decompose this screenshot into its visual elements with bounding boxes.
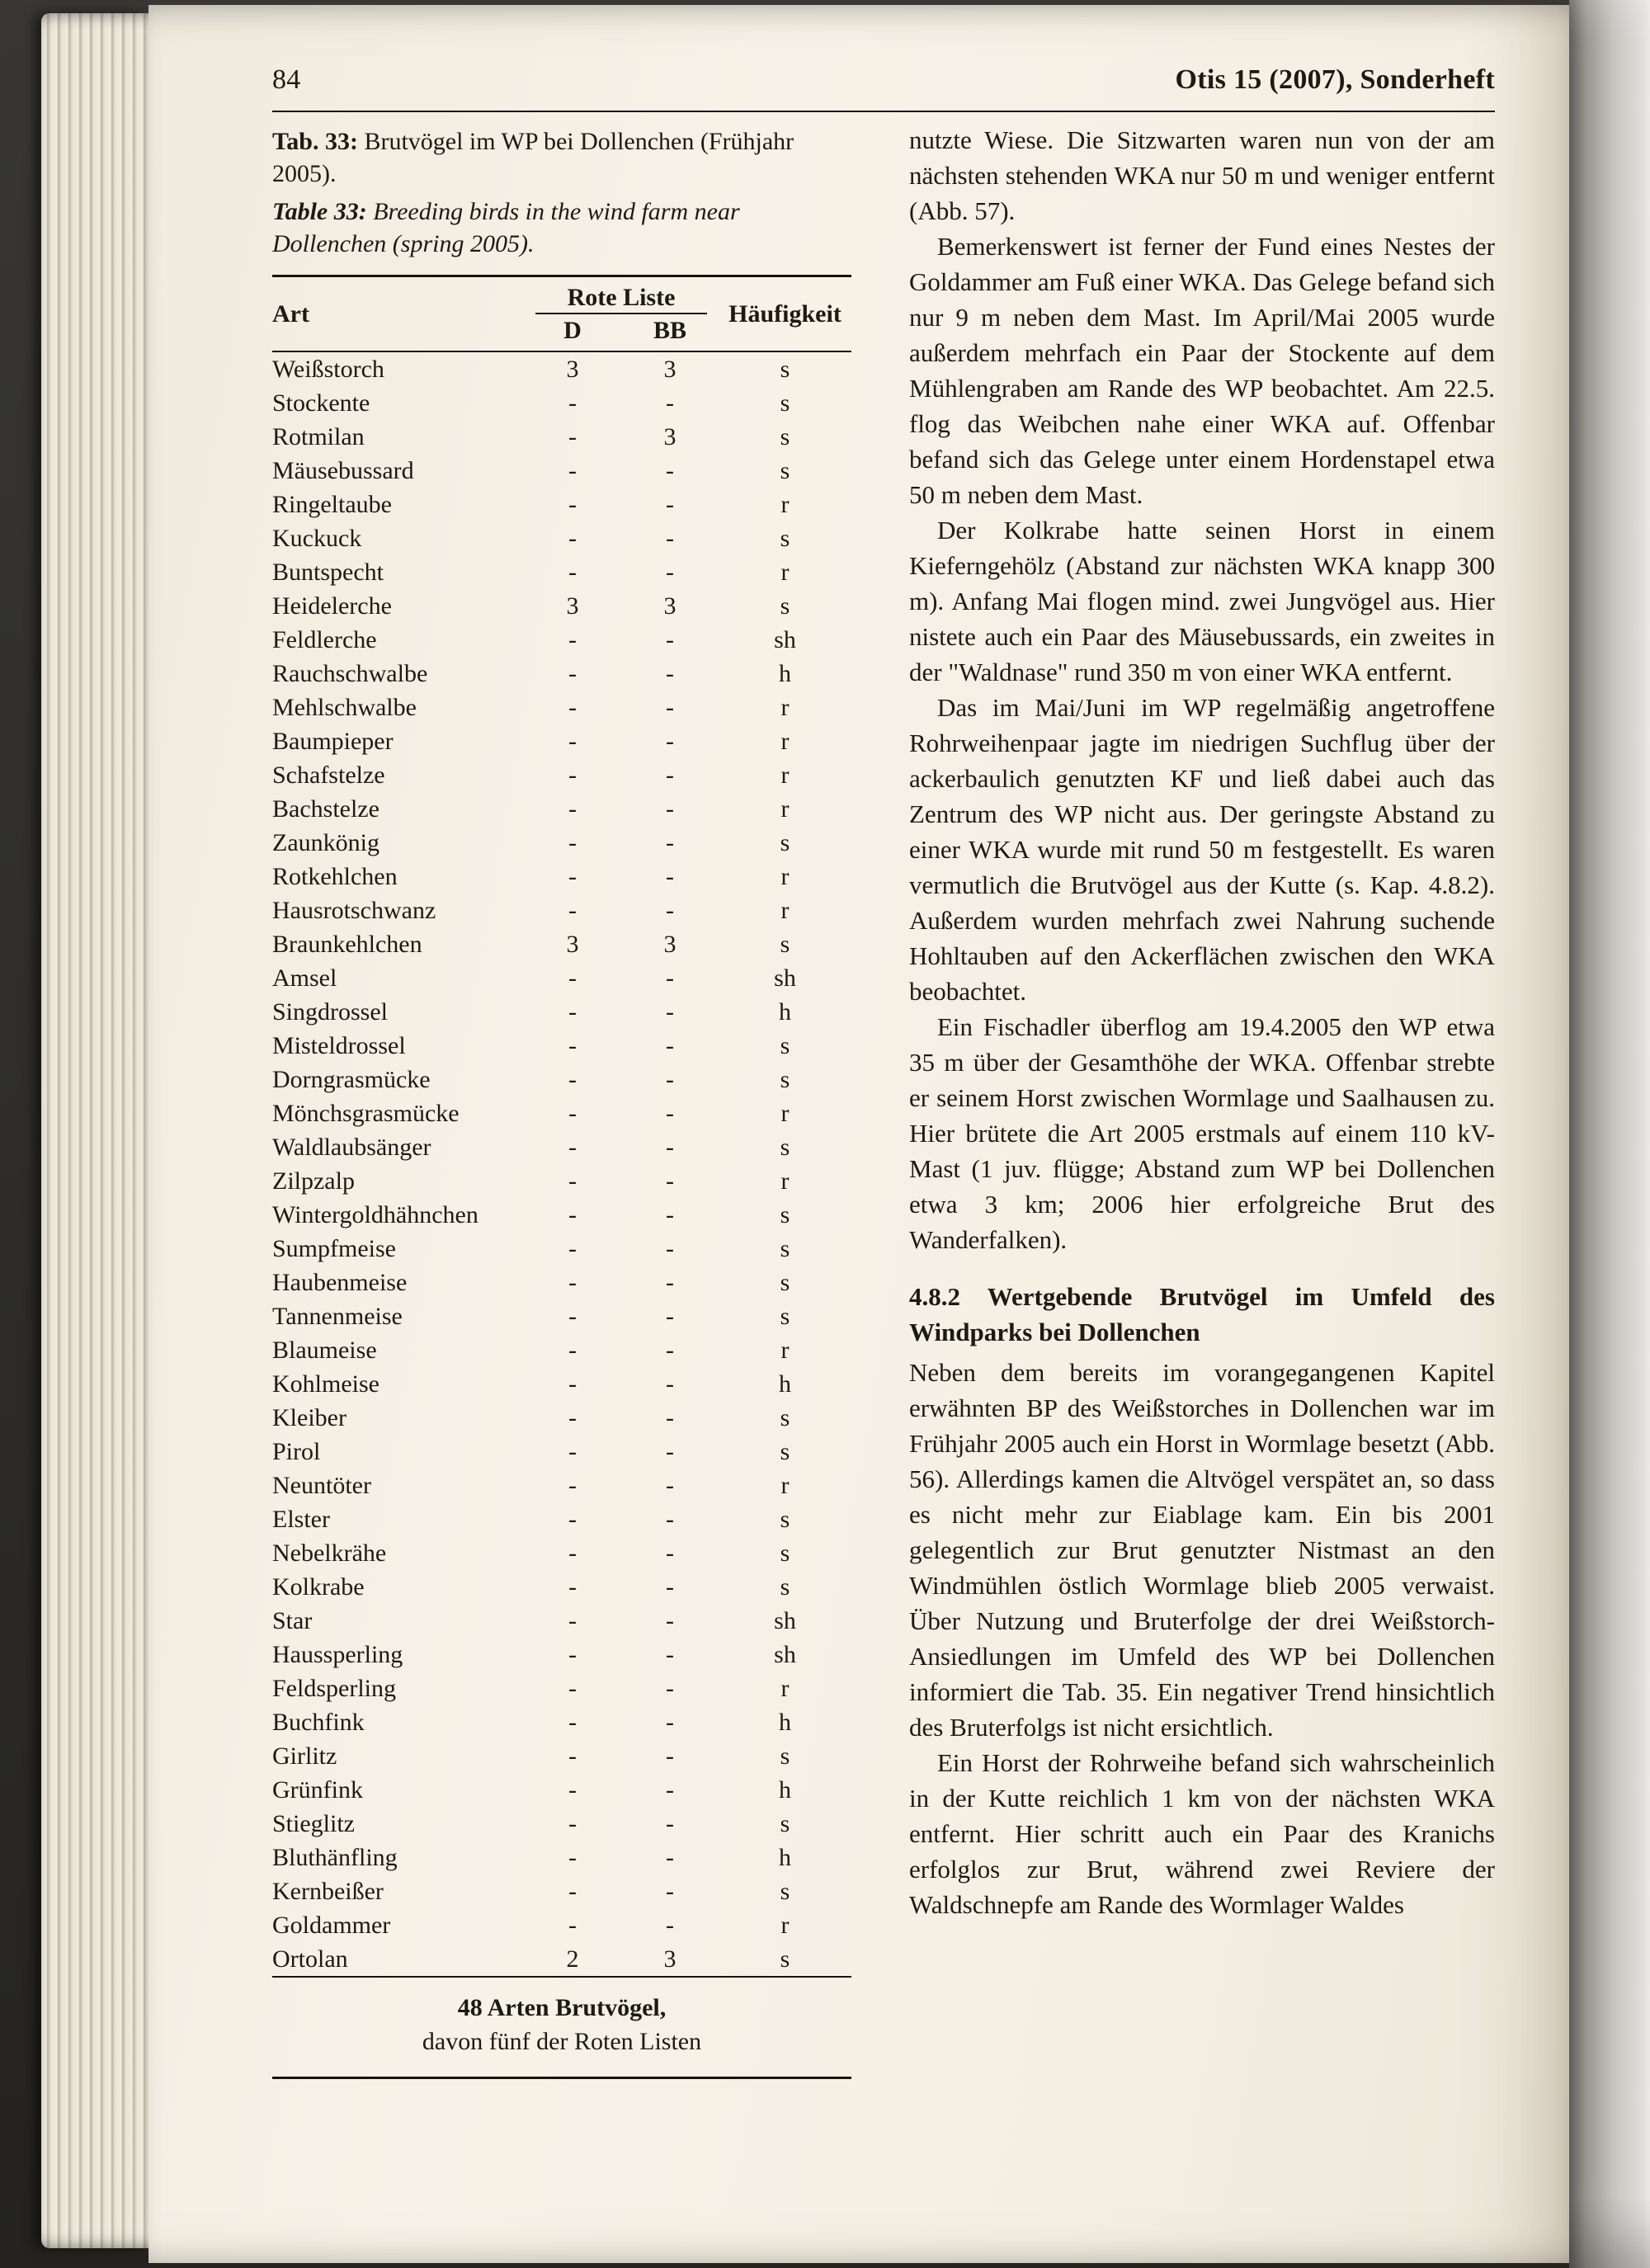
species-row [272,1367,851,1401]
species-cell-bb: - [666,1269,674,1296]
species-cell-art: Rotkehlchen [272,863,398,890]
species-cell-h: r [780,1100,790,1127]
header-rule [272,111,1495,112]
species-cell-bb: - [666,1607,674,1634]
species-cell-h: s [780,423,790,450]
species-row [272,488,851,521]
species-cell-d: - [568,660,577,687]
species-cell-h: h [779,1844,791,1871]
table-caption-german [272,125,851,190]
species-row [272,995,851,1029]
species-cell-d: - [568,457,577,484]
species-cell-art: Ortolan [272,1945,348,1973]
right-column [909,122,1495,2079]
breeding-birds-table [272,275,851,1978]
species-cell-art: Misteldrossel [272,1032,406,1059]
species-cell-art: Haubenmeise [272,1269,408,1296]
species-cell-bb: - [666,863,674,890]
species-cell-bb: 3 [663,931,676,958]
species-cell-d: - [568,1404,577,1431]
species-row [272,623,851,657]
species-cell-art: Nebelkrähe [272,1540,387,1567]
species-cell-art: Neuntöter [272,1472,371,1499]
species-row [272,1029,851,1063]
body-paragraph: nutzte Wiese. Die Sitzwarten waren nun von der am nächsten stehenden WKA nur 50 m und weniger entfernt (Abb. 57). [909,125,1495,225]
species-row [272,961,851,995]
species-row [272,1739,851,1773]
species-cell-bb: - [666,795,674,823]
species-cell-bb: - [666,1709,674,1736]
species-cell-h: r [780,1167,790,1195]
table-summary [272,1978,851,2079]
species-row [272,1232,851,1266]
body-paragraph: Bemerkenswert ist ferner der Fund eines Nestes der Goldammer am Fuß einer WKA. Das Gelege befand sich nur 9 m neben dem Mast. Im April/Mai 2005 wurde außerdem mehrfach ein Paar der Stockente auf dem Mühlengraben am Rande des WP beobachtet. Am 22.5. flog das Weibchen nahe einer WKA auf. Offenbar befand sich das Gelege unter einem Hordenstapel etwa 50 m neben dem Mast. [909,232,1495,509]
col-header-d: D [563,317,582,344]
species-row [272,1908,851,1942]
species-row [272,1401,851,1435]
species-row [272,1705,851,1739]
species-cell-d: - [568,1810,577,1837]
species-cell-bb: - [666,1370,674,1398]
species-cell-art: Bluthänfling [272,1844,398,1871]
species-row [272,420,851,454]
species-cell-art: Stockente [272,389,370,417]
species-cell-d: - [568,1134,577,1161]
species-cell-art: Waldlaubsänger [272,1134,431,1161]
species-cell-art: Heidelerche [272,592,392,620]
running-header [272,64,1495,96]
species-cell-h: s [780,389,790,417]
species-cell-art: Feldsperling [272,1675,396,1702]
species-row [272,927,851,961]
species-cell-art: Girlitz [272,1742,337,1770]
species-cell-bb: - [666,1810,674,1837]
species-cell-h: sh [774,964,796,992]
body-paragraphs-top [909,122,1495,1257]
species-cell-d: - [568,1303,577,1330]
caption-text-en: Breeding birds in the wind farm near Dollenchen (spring 2005). [272,198,740,257]
species-cell-bb: - [666,1134,674,1161]
species-cell-art: Wintergoldhähnchen [272,1201,478,1228]
species-cell-art: Buntspecht [272,559,384,586]
species-cell-h: s [780,525,790,552]
table-caption-english [272,196,851,260]
species-cell-h: r [780,795,790,823]
col-header-art: Art [272,299,309,328]
species-cell-d: - [568,863,577,890]
species-cell-art: Mönchsgrasmücke [272,1100,460,1127]
species-row [272,792,851,826]
species-row [272,1502,851,1536]
species-cell-h: r [780,1675,790,1702]
species-cell-h: r [780,1472,790,1499]
species-row [272,1063,851,1096]
species-cell-d: 3 [566,356,579,383]
species-cell-art: Kohlmeise [272,1370,380,1398]
species-cell-h: r [780,559,790,586]
species-row [272,894,851,927]
species-cell-art: Sumpfmeise [272,1235,396,1262]
species-row [272,1536,851,1570]
species-cell-bb: 3 [663,1945,676,1973]
species-cell-art: Kolkrabe [272,1573,365,1601]
species-cell-bb: - [666,1912,674,1939]
species-cell-art: Baumpieper [272,728,394,755]
species-cell-d: - [568,897,577,924]
book-page [148,5,1569,2263]
species-cell-h: s [780,1201,790,1228]
species-row [272,1299,851,1333]
species-row [272,1807,851,1841]
species-cell-bb: - [666,1066,674,1093]
species-row [272,1874,851,1908]
species-row [272,386,851,420]
species-cell-h: s [780,829,790,856]
species-row [272,555,851,589]
species-cell-d: - [568,1506,577,1533]
species-row [272,1469,851,1502]
species-cell-bb: - [666,1032,674,1059]
section-heading: 4.8.2 Wertgebende Brutvögel im Umfeld des Windparks bei Dollenchen [909,1282,1495,1346]
species-cell-d: 3 [566,931,579,958]
species-cell-art: Singdrossel [272,998,389,1026]
species-cell-h: r [780,1912,790,1939]
species-cell-art: Schafstelze [272,762,385,789]
journal-title: Otis 15 (2007), Sonderheft [1175,64,1495,95]
species-row [272,521,851,555]
species-row [272,1638,851,1672]
col-header-bb: BB [653,317,687,344]
species-row [272,860,851,894]
col-header-rote-liste: Rote Liste [524,276,719,315]
species-cell-bb: - [666,1675,674,1702]
species-cell-h: s [780,457,790,484]
species-cell-bb: - [666,829,674,856]
species-cell-h: s [780,1269,790,1296]
species-cell-d: - [568,1201,577,1228]
species-row [272,589,851,623]
species-cell-h: s [780,1066,790,1093]
species-cell-bb: - [666,1776,674,1804]
species-cell-h: r [780,762,790,789]
species-cell-h: s [780,1742,790,1770]
species-cell-d: - [568,1370,577,1398]
species-cell-bb: - [666,762,674,789]
species-cell-h: r [780,863,790,890]
species-cell-h: s [780,1134,790,1161]
species-cell-bb: - [666,1506,674,1533]
species-cell-h: sh [774,1607,796,1634]
species-row [272,1942,851,1977]
species-cell-bb: - [666,1303,674,1330]
species-cell-bb: - [666,1641,674,1668]
table-body [272,351,851,1977]
species-row [272,1333,851,1367]
species-cell-art: Weißstorch [272,356,384,383]
species-row [272,1435,851,1469]
species-cell-bb: - [666,964,674,992]
caption-text-de: Brutvögel im WP bei Dollenchen (Frühjahr 2005). [272,128,794,187]
caption-label-de: Tab. 33: [272,128,358,155]
species-cell-bb: - [666,728,674,755]
species-cell-d: - [568,423,577,450]
species-cell-h: s [780,1573,790,1601]
species-cell-h: s [780,1303,790,1330]
species-row [272,1604,851,1638]
species-cell-d: - [568,1100,577,1127]
species-cell-bb: - [666,1438,674,1465]
species-cell-d: - [568,829,577,856]
species-cell-bb: - [666,1742,674,1770]
species-cell-art: Mäusebussard [272,457,414,484]
species-cell-h: h [779,1370,791,1398]
species-cell-art: Zaunkönig [272,829,380,856]
species-cell-bb: - [666,457,674,484]
species-row [272,758,851,792]
species-row [272,691,851,724]
species-cell-d: - [568,795,577,823]
species-cell-h: s [780,1506,790,1533]
body-paragraph: Der Kolkrabe hatte seinen Horst in einem Kieferngehölz (Abstand zur nächsten WKA knapp 300 m). Anfang Mai flogen mind. zwei Jungvögel aus. Hier nistete auch ein Paar des Mäusebussards, ein zweites in der "Waldnase" rund 350 m von einer WKA entfernt. [909,516,1495,686]
species-cell-h: s [780,1404,790,1431]
species-cell-d: - [568,1878,577,1905]
body-paragraph: Ein Fischadler überflog am 19.4.2005 den WP etwa 35 m über der Gesamthöhe der WKA. Offenbar strebte er seinem Horst zwischen Wormlage und Saalhausen zu. Hier brütete die Art 2005 erstmals auf einem 110 kV-Mast (1 juv. flügge; Abstand zum WP bei Dollenchen etwa 3 km; 2006 hier erfolgreiche Brut des Wanderfalken). [909,1012,1495,1254]
left-column [272,122,851,2079]
species-row [272,826,851,860]
species-cell-d: - [568,694,577,721]
species-cell-d: - [568,559,577,586]
species-cell-bb: - [666,897,674,924]
body-paragraphs-bottom [909,1355,1495,1922]
species-cell-bb: - [666,559,674,586]
species-row [272,657,851,691]
species-cell-art: Bachstelze [272,795,380,823]
table-summary-line2: davon fünf der Roten Listen [422,2028,702,2055]
species-row [272,1570,851,1604]
species-cell-d: - [568,1709,577,1736]
species-cell-h: h [779,1709,791,1736]
species-cell-art: Goldammer [272,1912,391,1939]
species-cell-d: - [568,1269,577,1296]
species-cell-d: - [568,1235,577,1262]
species-cell-d: - [568,1540,577,1567]
species-cell-h: s [780,1438,790,1465]
species-cell-art: Dorngrasmücke [272,1066,431,1093]
species-cell-art: Kuckuck [272,525,362,552]
table-summary-line1: 48 Arten Brutvögel, [457,1994,667,2021]
species-cell-h: s [780,1878,790,1905]
species-cell-d: - [568,1912,577,1939]
species-cell-h: r [780,728,790,755]
species-cell-d: - [568,1641,577,1668]
species-cell-h: s [780,1540,790,1567]
species-cell-bb: 3 [663,592,676,620]
species-cell-art: Ringeltaube [272,491,392,518]
facing-page-edge [1569,0,1650,2268]
species-cell-h: s [780,356,790,383]
species-cell-d: - [568,1675,577,1702]
species-cell-d: - [568,1742,577,1770]
page-stack-edge [41,13,148,2248]
species-row [272,351,851,386]
species-cell-d: - [568,1167,577,1195]
species-cell-art: Tannenmeise [272,1303,403,1330]
species-row [272,724,851,758]
species-cell-d: - [568,491,577,518]
species-cell-art: Braunkehlchen [272,931,422,958]
species-cell-h: s [780,931,790,958]
species-cell-h: s [780,1810,790,1837]
species-cell-art: Kleiber [272,1404,346,1431]
species-cell-h: r [780,1337,790,1364]
species-row [272,454,851,488]
species-cell-h: r [780,694,790,721]
species-cell-h: h [779,660,791,687]
species-row [272,1841,851,1874]
species-cell-bb: - [666,1573,674,1601]
species-cell-d: - [568,626,577,653]
species-cell-art: Zilpzalp [272,1167,355,1195]
species-cell-bb: - [666,1201,674,1228]
species-cell-d: 3 [566,592,579,620]
species-cell-d: - [568,1573,577,1601]
species-cell-h: s [780,1945,790,1973]
species-cell-h: h [779,998,791,1026]
species-cell-art: Rauchschwalbe [272,660,428,687]
species-row [272,1164,851,1198]
species-cell-art: Elster [272,1506,330,1533]
species-cell-h: s [780,1032,790,1059]
species-row [272,1198,851,1232]
species-cell-art: Star [272,1607,313,1634]
species-cell-bb: - [666,1100,674,1127]
species-cell-h: h [779,1776,791,1804]
species-cell-bb: - [666,1878,674,1905]
species-cell-bb: - [666,1540,674,1567]
species-cell-art: Hausrotschwanz [272,897,436,924]
species-cell-art: Blaumeise [272,1337,377,1364]
species-cell-bb: - [666,998,674,1026]
species-cell-bb: 3 [663,423,676,450]
body-paragraph: Ein Horst der Rohrweihe befand sich wahrscheinlich in der Kutte reichlich 1 km von der nächsten WKA entfernt. Hier schritt auch ein Paar des Kranichs erfolglos zur Brut, während zwei Reviere der Waldschnepfe am Rande des Wormlager Waldes [909,1748,1495,1919]
species-cell-d: - [568,998,577,1026]
species-cell-bb: - [666,694,674,721]
species-row [272,1130,851,1164]
species-cell-h: r [780,491,790,518]
species-cell-art: Rotmilan [272,423,365,450]
species-row [272,1096,851,1130]
species-cell-bb: - [666,525,674,552]
species-cell-d: - [568,728,577,755]
species-cell-bb: - [666,1235,674,1262]
species-cell-art: Haussperling [272,1641,403,1668]
species-cell-art: Feldlerche [272,626,377,653]
species-cell-h: sh [774,1641,796,1668]
species-row [272,1773,851,1807]
species-cell-bb: - [666,389,674,417]
species-cell-bb: - [666,1337,674,1364]
col-header-haeufigkeit: Häufigkeit [728,299,842,328]
species-cell-h: r [780,897,790,924]
species-cell-h: s [780,592,790,620]
species-cell-bb: - [666,1472,674,1499]
species-cell-bb: - [666,1167,674,1195]
species-cell-d: - [568,1607,577,1634]
species-cell-bb: - [666,1844,674,1871]
species-cell-d: - [568,1032,577,1059]
body-paragraph: Neben dem bereits im vorangegangenen Kapitel erwähnten BP des Weißstorches in Dollenchen war im Frühjahr 2005 auch ein Horst in Wormlage besetzt (Abb. 56). Allerdings kamen die Altvögel verspätet an, so dass es nicht mehr zur Eiablage kam. Ein bis 2001 gelegentlich zur Brut genutzter Nistmast an den Windmühlen östlich Wormlage blieb 2005 verwaist. Über Nutzung und Bruterfolge der drei Weißstorch-Ansiedlungen im Umfeld des WP bei Dollenchen informiert die Tab. 35. Ein negativer Trend hinsichtlich des Bruterfolgs ist nicht ersichtlich. [909,1358,1495,1742]
species-cell-art: Kernbeißer [272,1878,384,1905]
species-cell-art: Amsel [272,964,337,992]
species-cell-art: Stieglitz [272,1810,355,1837]
species-cell-d: - [568,1438,577,1465]
caption-label-en: Table 33: [272,198,367,225]
table-head [272,276,851,352]
species-cell-bb: - [666,1404,674,1431]
species-cell-bb: - [666,491,674,518]
species-cell-d: - [568,389,577,417]
species-cell-d: - [568,1066,577,1093]
species-cell-d: - [568,1776,577,1804]
species-cell-d: - [568,1844,577,1871]
species-cell-art: Buchfink [272,1709,365,1736]
species-cell-d: 2 [566,1945,579,1973]
species-cell-d: - [568,1472,577,1499]
species-cell-d: - [568,762,577,789]
species-cell-bb: 3 [663,356,676,383]
species-cell-art: Mehlschwalbe [272,694,417,721]
species-cell-art: Pirol [272,1438,321,1465]
species-cell-bb: - [666,660,674,687]
species-cell-d: - [568,525,577,552]
species-row [272,1672,851,1705]
two-column-layout [272,122,1495,2079]
species-row [272,1266,851,1299]
species-cell-bb: - [666,626,674,653]
species-cell-d: - [568,964,577,992]
page-number: 84 [272,64,301,95]
species-cell-art: Grünfink [272,1776,363,1804]
species-cell-h: s [780,1235,790,1262]
species-cell-h: sh [774,626,796,653]
species-cell-d: - [568,1337,577,1364]
body-paragraph: Das im Mai/Juni im WP regelmäßig angetroffene Rohrweihenpaar jagte im niedrigen Suchflug über der ackerbaulich genutzten KF und ließ dabei auch das Zentrum des WP nicht aus. Der geringste Abstand zu einer WKA wurde mit rund 50 m festgestellt. Es waren vermutlich die Brutvögel aus der Kutte (s. Kap. 4.8.2). Außerdem wurden mehrfach zwei Nahrung suchende Hohltauben auf den Ackerflächen zwischen den WKA beobachtet. [909,693,1495,1006]
